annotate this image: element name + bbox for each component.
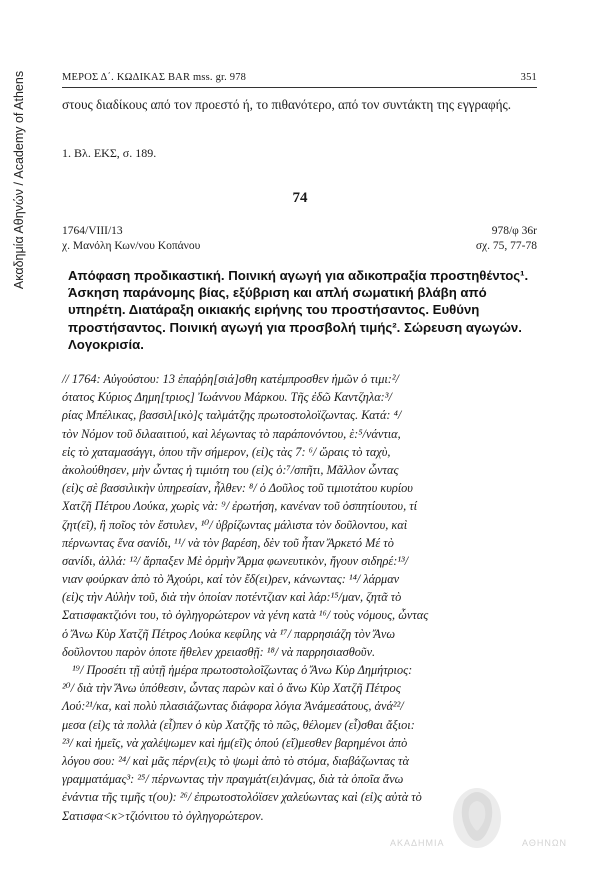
transcription-line: ότατος Κύριος Δημη[τριος] Ἰωάννου Μάρκου. Τῆς ἐδῶ Καντζηλα:³/ bbox=[62, 390, 392, 405]
meta-row-hand bbox=[62, 240, 537, 255]
document-ref: 978/φ 36r bbox=[491, 225, 537, 237]
transcription-line: ζητ(εῖ), ἢ ποῖος τὸν ἔστυλεν, ¹⁰/ ὑβρίζωντας μάλιστα τὸν δοῦλοντου, καὶ bbox=[62, 517, 408, 532]
academy-seal-icon bbox=[446, 778, 508, 854]
transcription-body bbox=[62, 370, 537, 825]
transcription-line: τὸν Νόμον τοῦ διλααιτιού, καὶ λέγωντας τὸ παράπονόντου, ὲ:⁵/νάντια, bbox=[62, 426, 401, 441]
watermark-academy: ΑΚΑΔΗΜΙΑ bbox=[390, 838, 445, 848]
continuation-text: στους διαδίκους από τον προεστό ή, το πιθανότερο, από τον συντάκτη της εγγραφής. bbox=[62, 97, 512, 112]
document-summary: Απόφαση προδικαστική. Ποινική αγωγή για αδικοπραξία προστηθέντος¹. Άσκηση παράνομης βίας, εξύβριση και απλή σωματική βλάβη από υπηρέτη. Διατάραξη οικιακής ειρήνης του προστήσαντος. Ευθύνη προστήσαντος. Ποινική αγωγή για προσβολή τιμής². Σώρευση αγωγών. Λογοκρισία. bbox=[68, 268, 529, 352]
header-rule bbox=[62, 87, 537, 88]
meta-row-date bbox=[62, 225, 537, 240]
transcription-line: σανίδι, ἀλλά: ¹²/ ἄρπαξεν Μὲ ὀρμὴν Ἄρμα φωνευτικὸν, ἤγουν σιδηρέ:¹³/ bbox=[62, 553, 409, 568]
side-watermark-text: Ακαδημία Αθηνών / Academy of Athens bbox=[12, 70, 26, 290]
transcription-line: Λού:²¹/κα, καὶ πολὺ πλασιάζωντας διάφορα λόγια Ἀνάμεσάτους, ἀνά²²/ bbox=[62, 699, 404, 714]
transcription-line: Σατισφα<κ>τζιόνιτου τὸ ὀγληγορώτερον. bbox=[62, 808, 264, 823]
transcription-line: Σατισφακτζιόνι του, τὸ ὀγληγορώτερον νὰ γένη κατὰ ¹⁶/ τοὺς νόμους, ὦντας bbox=[62, 608, 429, 623]
transcription-line: (εἰ)ς τὴν Αὐλὴν τοῦ, διὰ τὴν ὁποίαν ποτέντζιαν καὶ λάρ:¹⁵/μαν, ζητᾶ τὸ bbox=[62, 590, 402, 605]
transcription-line: ρίας Μπέλικας, βασσιλ[ικὸ]ς ταλμάτζης πρωτοστολοϊζωντας. Κατά: ⁴/ bbox=[62, 408, 402, 423]
transcription-line: ²⁰/ διὰ τὴν Ἄνω ὑπόθεσιν, ὦντας παρὼν καὶ ὁ ἄνω Κὺρ Χατζῆ Πέτρος bbox=[62, 681, 401, 696]
transcription-line: // 1764: Αὐγούστου: 13 ἐπαῤῥη[σιά]σθη κατέμπροσθεν ἡμῶν ὁ τιμι:²/ bbox=[62, 372, 399, 386]
transcription-line: ²³/ καὶ ἡμεῖς, νὰ χαλέψωμεν καὶ ἡμ(εῖ)ς ὁπού (εἴ)μεσθεν βαρημένοι ἀπὸ bbox=[62, 735, 408, 750]
side-watermark bbox=[4, 40, 34, 320]
transcription-line: ἀκολούθησεν, μὴν ὦντας ἡ τιμιότη του (εἰ)ς ὁ:⁷/σπῆτι, Μᾶλλον ὦντας bbox=[62, 462, 399, 477]
transcription-line: εἰς τὸ χαταμασάγγι, ὁπου τῆν σήμερον, (εἰ)ς τὰς 7: ⁶/ ὥραις τὸ ταχὺ, bbox=[62, 444, 391, 459]
pages-ref: σχ. 75, 77-78 bbox=[475, 240, 537, 252]
transcription-line: γραμματάμας³: ²⁵/ πέρνωντας τὴν πραγμάτ(ει)άνμας, διὰ τὰ ὁποῖα ἄνω bbox=[62, 772, 404, 787]
document-date: 1764/VIII/13 bbox=[62, 225, 123, 237]
transcription-line: νιαν φούρκαν ἀπὸ τὸ Ἀχούρι, καί τὸν ἔδ(ει)ρεν, κάνωντας: ¹⁴/ λάρμαν bbox=[62, 572, 400, 587]
watermark-athens: ΑΘΗΝΩΝ bbox=[522, 838, 568, 848]
running-head bbox=[62, 72, 537, 86]
page-number: 351 bbox=[520, 72, 537, 83]
transcription-line: (εἰ)ς σὲ βασσιλικὴν ὑπηρεσίαν, ἦλθεν: ⁸/ ὁ Δοῦλος τοῦ τιμιοτάτου κυρίου bbox=[62, 481, 413, 496]
transcription-line: ὁ Ἄνω Κὺρ Χατζῆ Πέτρος Λούκα κεφίλης νὰ ¹⁷/ παρρησιάζη τὸν Ἄνω bbox=[62, 626, 396, 641]
transcription-line: Χατζῆ Πέτρου Λούκα, χωρὶς νὰ: ⁹/ ἐρωτήση, κανέναν τοῦ ὀσπητίουτου, τί bbox=[62, 499, 418, 514]
footnote: 1. Βλ. ΕΚΣ, σ. 189. bbox=[62, 146, 157, 160]
transcription-line: ¹⁹/ Προσέτι τῇ αὐτῇ ἡμέρα πρωτοστολοῖζωντας ὁ Ἄνω Κὺρ Δημήτριος: bbox=[72, 663, 413, 677]
transcription-line: ἐνάντια τῆς τιμῆς τ(ου): ²⁶/ ἐπρωτοστολόϊσεν χαλεύωντας καὶ (εἰ)ς αὐτὰ τὸ bbox=[62, 790, 422, 805]
transcription-line: πέρνωντας ἕνα σανίδι, ¹¹/ νὰ τὸν βαρέση, δὲν τοῦ ἦταν Ἄρκετό Μέ τὸ bbox=[62, 535, 394, 550]
running-head-title: ΜΕΡΟΣ Δ΄. ΚΩΔΙΚΑΣ BAR mss. gr. 978 bbox=[62, 72, 247, 83]
transcription-line: λόγου σου: ²⁴/ καὶ μᾶς πέρν(ει)ς τὸ ψωμὶ ἀπὸ τὸ στόμα, διαβάζωντας τὰ bbox=[62, 753, 409, 768]
transcription-line: μεσα (εἰ)ς τὰ πολλὰ (εἶ)πεν ὁ κὺρ Χατζῆς τὸ πῶς, θέλομεν (εἶ)σθαι ἄξιοι: bbox=[62, 717, 415, 732]
transcription-line: δοῦλοντου παρὸν ὁποτε ἤθελεν χρειασθῇ: ¹⁸/ νὰ παρρησιασθοῦν. bbox=[62, 644, 376, 659]
scribe-hand: χ. Μανόλη Κων/νου Κοπάνου bbox=[62, 240, 201, 252]
document-number: 74 bbox=[292, 190, 308, 206]
